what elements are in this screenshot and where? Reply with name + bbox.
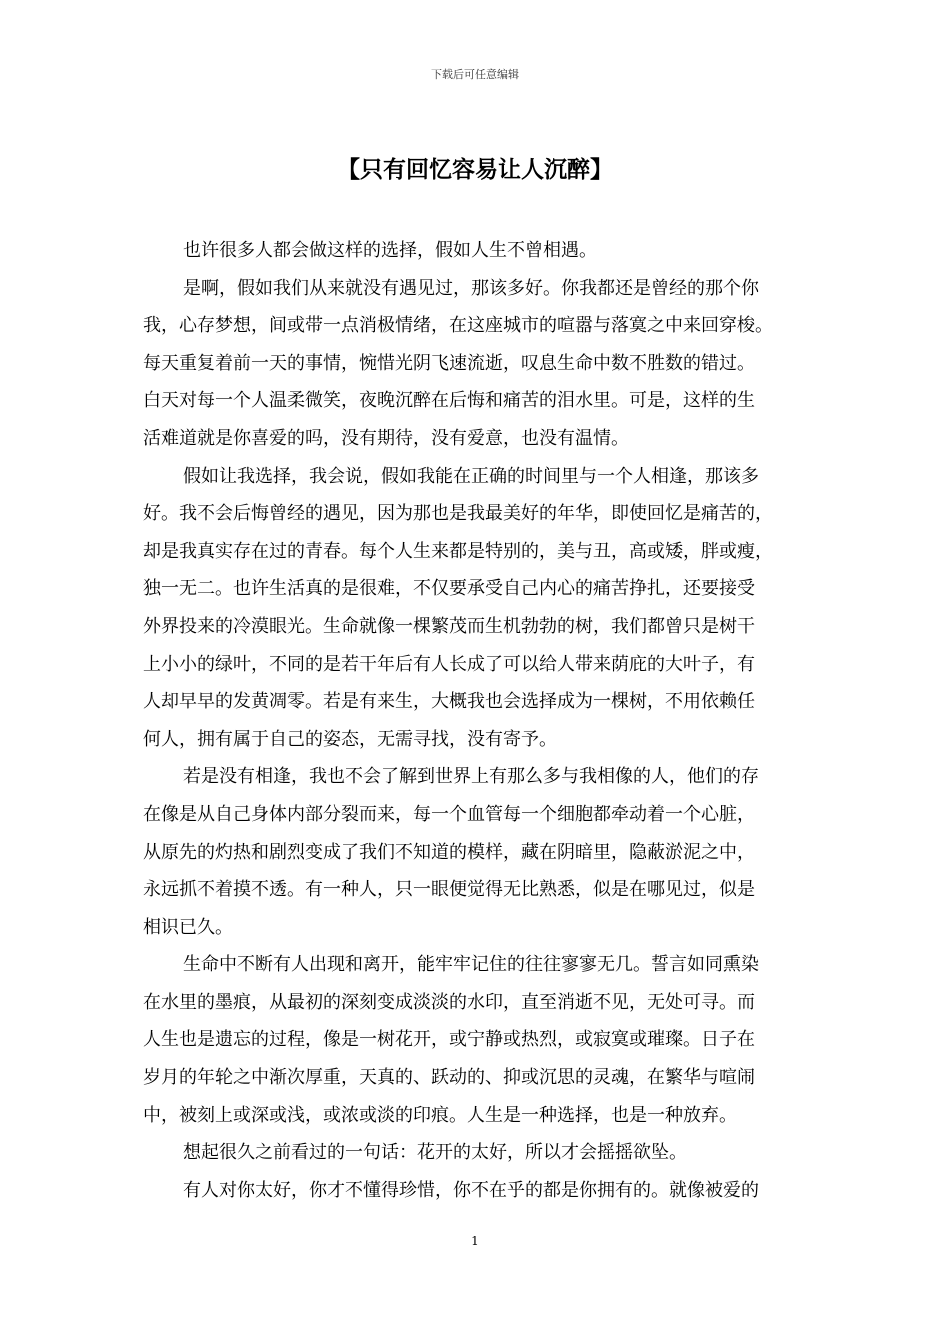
page-number: 1 [471, 1234, 479, 1248]
paragraph-line: 是啊，假如我们从来就没有遇见过，那该多好。你我都还是曾经的那个你 [183, 277, 759, 299]
paragraph-line: 何人，拥有属于自己的姿态，无需寻找，没有寄予。 [143, 728, 557, 750]
paragraph-line: 想起很久之前看过的一句话：花开的太好，所以才会摇摇欲坠。 [183, 1142, 687, 1164]
paragraph-line: 人生也是遗忘的过程，像是一树花开，或宁静或热烈，或寂寞或璀璨。日子在 [143, 1029, 755, 1051]
body-text [143, 232, 823, 1209]
paragraph-line: 好。我不会后悔曾经的遇见，因为那也是我最美好的年华，即使回忆是痛苦的， [143, 503, 773, 525]
paragraph-line: 从原先的灼热和剧烈变成了我们不知道的模样，藏在阴暗里，隐蔽淤泥之中， [143, 841, 755, 863]
paragraph-line: 活难道就是你喜爱的吗，没有期待，没有爱意，也没有温情。 [143, 427, 629, 449]
paragraph-line: 在水里的墨痕，从最初的深刻变成淡淡的水印，直至消逝不见，无处可寻。而 [143, 991, 755, 1013]
paragraph-line: 上小小的绿叶，不同的是若干年后有人长成了可以给人带来荫庇的大叶子，有 [143, 653, 755, 675]
document-title: 【只有回忆容易让人沉醉】 [337, 157, 613, 183]
paragraph-line: 外界投来的冷漠眼光。生命就像一棵繁茂而生机勃勃的树，我们都曾只是树干 [143, 615, 755, 637]
paragraph-line: 独一无二。也许生活真的是很难，不仅要承受自己内心的痛苦挣扎，还要接受 [143, 578, 755, 600]
paragraph-line: 我，心存梦想，间或带一点消极情绪，在这座城市的喧嚣与落寞之中来回穿梭。 [143, 315, 773, 337]
paragraph-line: 却是我真实存在过的青春。每个人生来都是特别的，美与丑，高或矮，胖或瘦， [143, 540, 773, 562]
paragraph-line: 在像是从自己身体内部分裂而来，每一个血管每一个细胞都牵动着一个心脏， [143, 803, 755, 825]
paragraph-line: 假如让我选择，我会说，假如我能在正确的时间里与一个人相逢，那该多 [183, 465, 759, 487]
paragraph-line: 人却早早的发黄凋零。若是有来生，大概我也会选择成为一棵树，不用依赖任 [143, 691, 755, 713]
paragraph-line: 有人对你太好，你才不懂得珍惜，你不在乎的都是你拥有的。就像被爱的 [183, 1179, 759, 1201]
paragraph-line: 中，被刻上或深或浅，或浓或淡的印痕。人生是一种选择，也是一种放弃。 [143, 1104, 737, 1126]
paragraph-line: 每天重复着前一天的事情，惋惜光阴飞速流逝，叹息生命中数不胜数的错过。 [143, 352, 755, 374]
header-note: 下载后可任意编辑 [431, 68, 519, 81]
paragraph-line: 岁月的年轮之中渐次厚重，天真的、跃动的、抑或沉思的灵魂，在繁华与喧闹 [143, 1067, 755, 1089]
paragraph-line: 永远抓不着摸不透。有一种人，只一眼便觉得无比熟悉，似是在哪见过，似是 [143, 879, 755, 901]
paragraph-line: 生命中不断有人出现和离开，能牢牢记住的往往寥寥无几。誓言如同熏染 [183, 954, 759, 976]
paragraph-line: 相识已久。 [143, 916, 233, 938]
paragraph-line: 白天对每一个人温柔微笑，夜晚沉醉在后悔和痛苦的泪水里。可是，这样的生 [143, 390, 755, 412]
paragraph-line: 也许很多人都会做这样的选择，假如人生不曾相遇。 [183, 240, 597, 261]
paragraph-line: 若是没有相逢，我也不会了解到世界上有那么多与我相像的人，他们的存 [183, 766, 759, 788]
